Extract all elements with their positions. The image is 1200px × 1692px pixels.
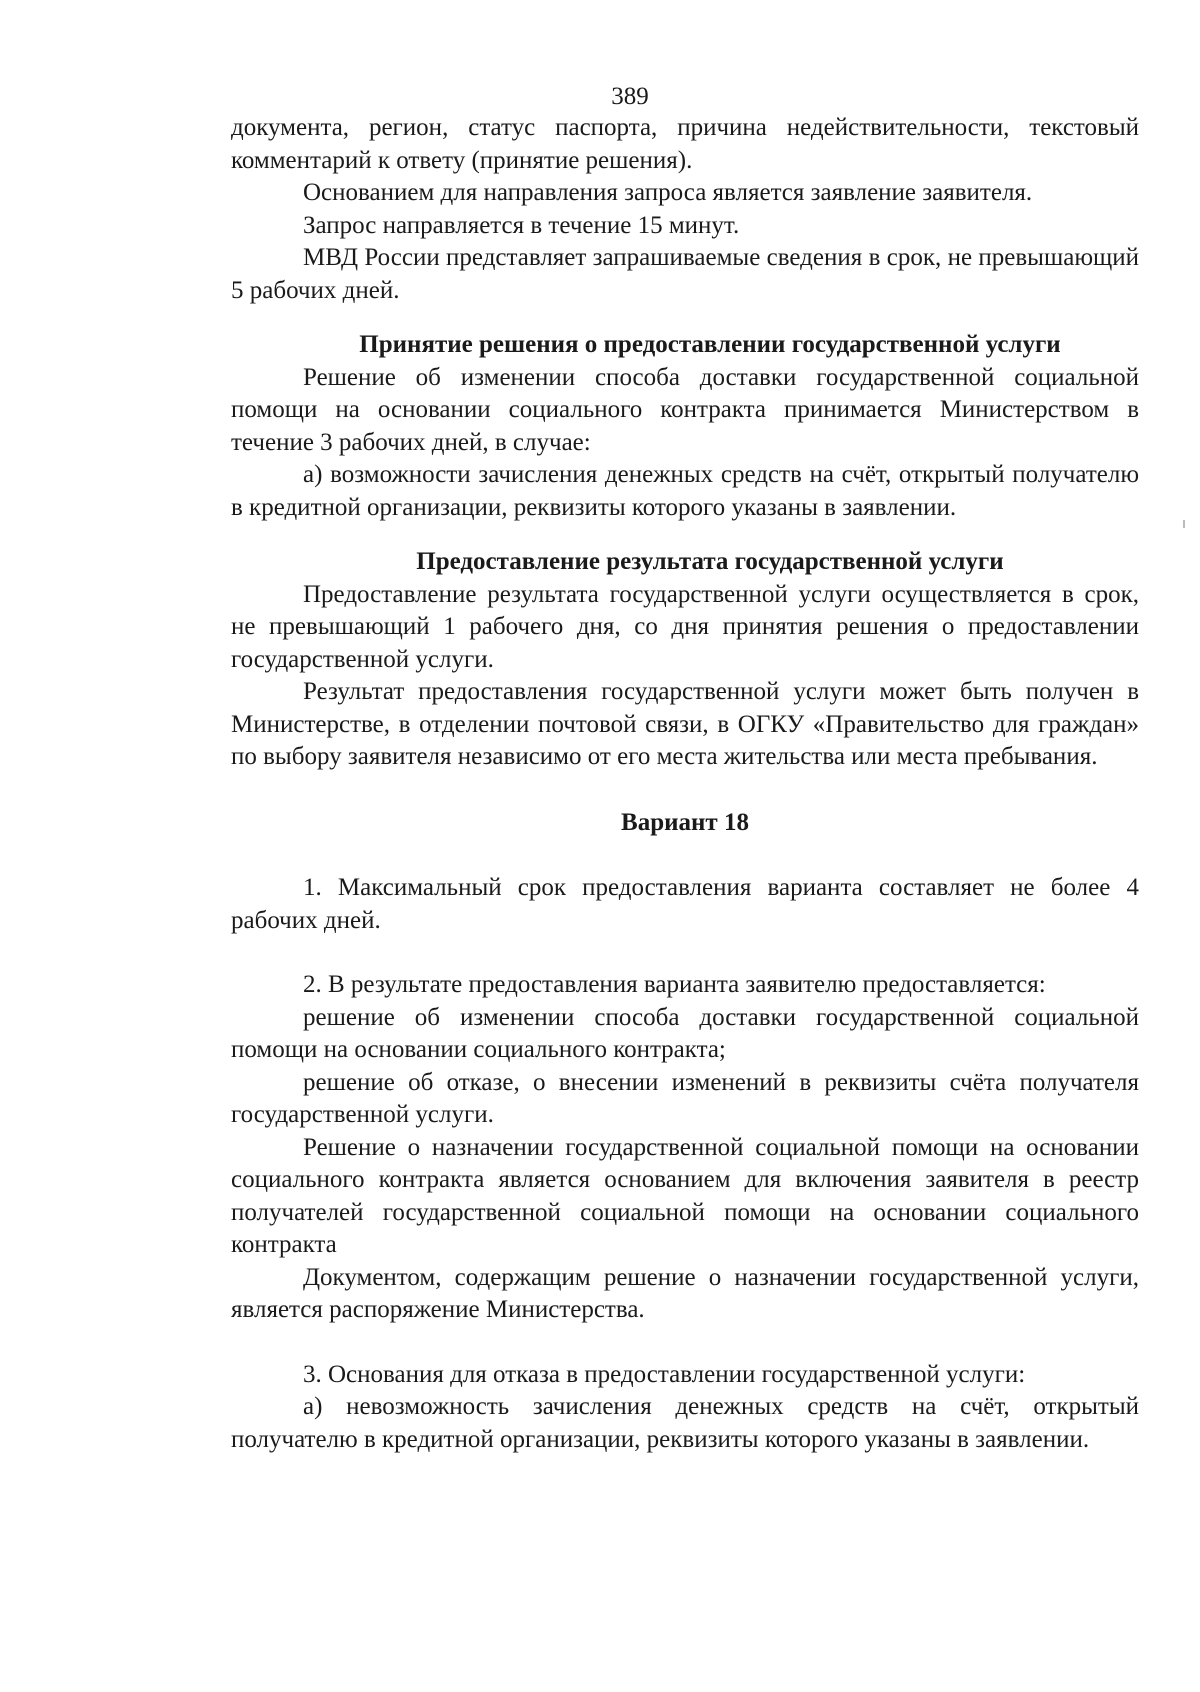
section-heading: Принятие решения о предоставлении государственной услуги <box>359 331 1061 358</box>
paragraph: решение об отказе, о внесении изменений в реквизиты счёта получателя государственной услуги. <box>231 1068 1139 1128</box>
document-body <box>231 112 1139 1456</box>
page-number: 389 <box>611 83 649 110</box>
paragraph: Результат предоставления государственной услуги может быть получен в Министерстве, в отделении почтовой связи, в ОГКУ «Правительство для граждан» по выбору заявителя независимо от его места жительства или места пребывания. <box>231 678 1139 770</box>
paragraph: Основанием для направления запроса является заявление заявителя. <box>303 179 1033 206</box>
variant-heading: Вариант 18 <box>621 808 749 836</box>
numbered-paragraph: 2. В результате предоставления варианта заявителю предоставляется: <box>303 971 1046 998</box>
paragraph: а) возможности зачисления денежных средств на счёт, открытый получателю в кредитной организации, реквизиты которого указаны в заявлении. <box>231 461 1139 521</box>
paragraph: Решение об изменении способа доставки государственной социальной помощи на основании социального контракта принимается Министерством в течение 3 рабочих дней, в случае: <box>231 363 1139 456</box>
numbered-paragraph: 1. Максимальный срок предоставления варианта составляет не более 4 рабочих дней. <box>231 874 1139 934</box>
paragraph-continuation: документа, регион, статус паспорта, причина недействительности, текстовый комментарий к ответу (принятие решения). <box>231 114 1139 174</box>
numbered-paragraph: 3. Основания для отказа в предоставлении государственной услуги: <box>303 1360 1026 1388</box>
paragraph: решение об изменении способа доставки государственной социальной помощи на основании социального контракта; <box>231 1003 1139 1063</box>
paragraph: Запрос направляется в течение 15 минут. <box>303 211 740 239</box>
paragraph: МВД России представляет запрашиваемые сведения в срок, не превышающий 5 рабочих дней. <box>231 244 1139 304</box>
section-heading: Предоставление результата государственной услуги <box>416 548 1004 575</box>
paragraph: а) невозможность зачисления денежных средств на счёт, открытый получателю в кредитной организации, реквизиты которого указаны в заявлении. <box>231 1393 1139 1453</box>
paragraph: Документом, содержащим решение о назначении государственной услуги, является распоряжение Министерства. <box>231 1263 1139 1323</box>
paragraph: Решение о назначении государственной социальной помощи на основании социального контракта является основанием для включения заявителя в реестр получателей государственной социальной помощи на основании социального контракта <box>231 1133 1139 1258</box>
paragraph: Предоставление результата государственной услуги осуществляется в срок, не превышающий 1 рабочего дня, со дня принятия решения о предоставлении государственной услуги. <box>231 580 1139 673</box>
scan-margin-mark <box>1183 520 1185 528</box>
